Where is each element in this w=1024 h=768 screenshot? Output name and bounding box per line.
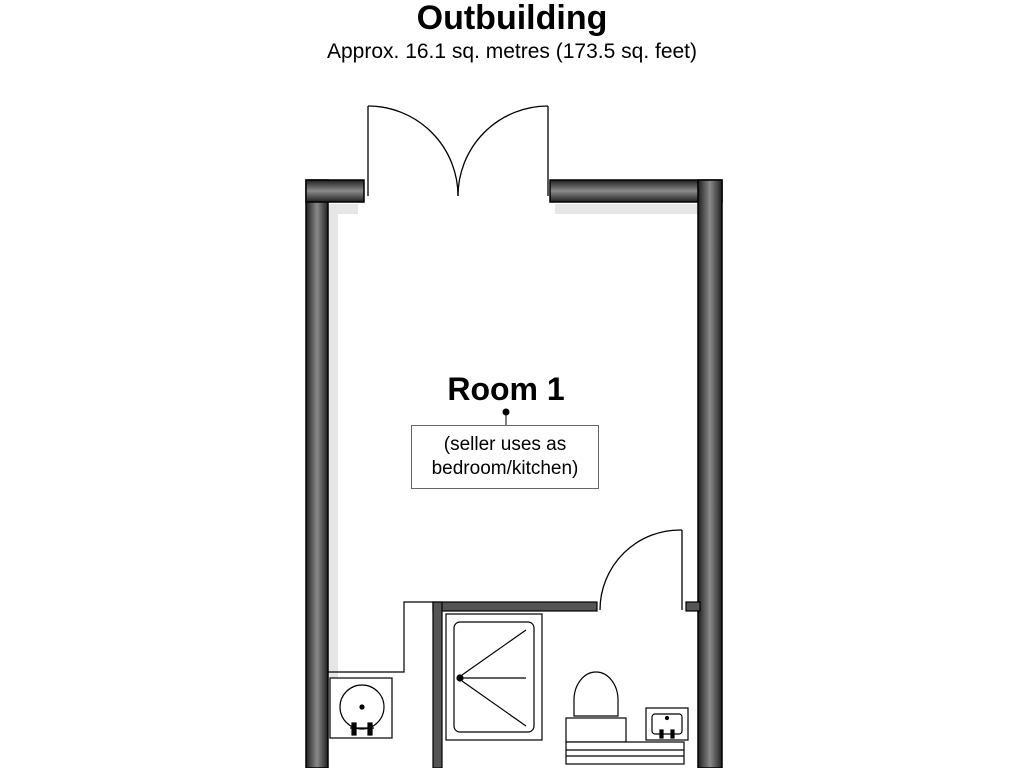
- sink: [330, 678, 392, 738]
- plan-title: Outbuilding: [416, 0, 608, 37]
- room-1-note: (seller uses as bedroom/kitchen): [411, 425, 599, 489]
- window: [566, 742, 684, 764]
- toilet: [566, 672, 626, 742]
- label-pointer: [503, 409, 510, 427]
- internal-door: [600, 530, 682, 610]
- wall-right: [698, 180, 722, 768]
- double-doors: [368, 106, 548, 196]
- shower: [446, 614, 542, 740]
- room-1-label: Room 1: [447, 371, 565, 407]
- wall-left: [306, 180, 328, 768]
- wall-top-right: [550, 180, 722, 202]
- plan-area: Approx. 16.1 sq. metres (173.5 sq. feet): [326, 40, 698, 63]
- wall-top-left: [306, 180, 364, 202]
- basin: [646, 708, 688, 740]
- counter: [328, 602, 433, 672]
